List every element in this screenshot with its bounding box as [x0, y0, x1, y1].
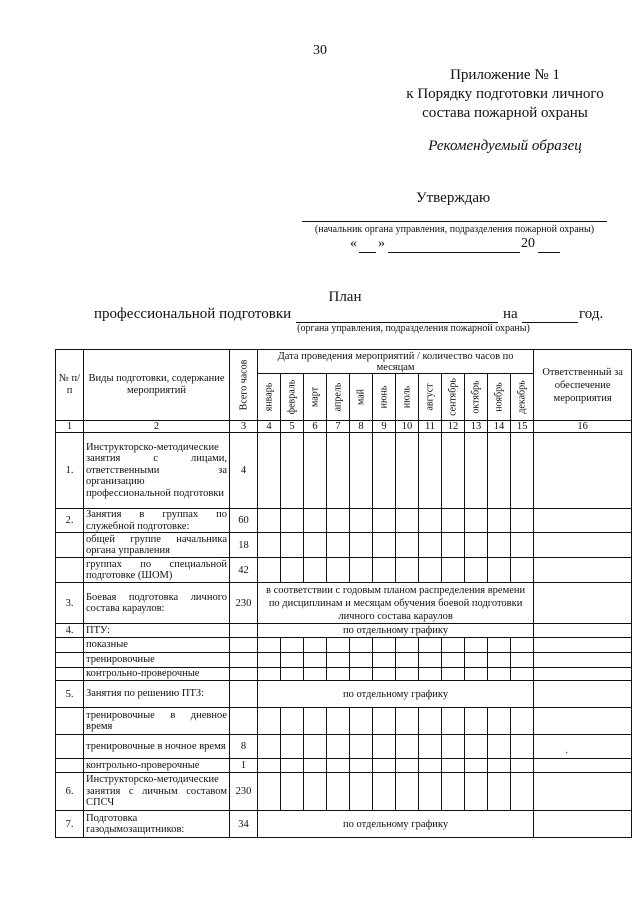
col-number: 6 [304, 421, 327, 433]
approve-label: Утверждаю [416, 190, 491, 206]
appendix-title: Приложение № 1 [450, 67, 560, 83]
row-num [56, 638, 84, 653]
month-cell [396, 374, 419, 421]
row-num [56, 708, 84, 735]
row-text: показные [84, 638, 230, 653]
month-cell [442, 374, 465, 421]
date-open-quote: « [350, 236, 357, 251]
row-num: 1. [56, 433, 84, 509]
col-number: 2 [84, 421, 230, 433]
col-number: 8 [350, 421, 373, 433]
table-row [56, 533, 632, 558]
table-row [56, 433, 632, 509]
row-num: 5. [56, 681, 84, 708]
date-day-line [359, 252, 376, 253]
row-num [56, 558, 84, 583]
row-num: 7. [56, 811, 84, 838]
month-cell [488, 374, 511, 421]
row-num [56, 735, 84, 759]
row-hours: 60 [230, 509, 258, 533]
row-hours [230, 638, 258, 653]
col-number: 7 [327, 421, 350, 433]
row-hours: 1 [230, 759, 258, 773]
approval-date [350, 236, 565, 256]
row-text: Инструкторско-методические занятия с лицами, ответственными за организацию профессиональной подготовки [84, 433, 230, 509]
row-hours [230, 708, 258, 735]
month-cell [511, 374, 534, 421]
col-number: 14 [488, 421, 511, 433]
table-row [56, 735, 632, 759]
table-row [56, 759, 632, 773]
col-number: 4 [258, 421, 281, 433]
table-row [56, 773, 632, 811]
month-label: март [309, 387, 321, 407]
month-label: май [355, 388, 367, 406]
row-hours: 230 [230, 773, 258, 811]
row-text: тренировочные в ночное время [84, 735, 230, 759]
row-hours [230, 653, 258, 668]
month-label: февраль [286, 379, 298, 415]
recommended-sample: Рекомендуемый образец [428, 138, 582, 154]
appendix-line-3: состава пожарной охраны [422, 105, 588, 121]
row-hours: 34 [230, 811, 258, 838]
table-row [56, 624, 632, 638]
row-span-note: по отдельному графику [258, 624, 534, 638]
month-label: апрель [332, 382, 344, 412]
row-num [56, 653, 84, 668]
col-number: 5 [281, 421, 304, 433]
col-number: 13 [465, 421, 488, 433]
header-types: Виды подготовки, содержание мероприятий [84, 350, 230, 421]
row-text: Боевая подготовка личного состава караулов: [84, 583, 230, 624]
row-num: 2. [56, 509, 84, 533]
row-text: тренировочные [84, 653, 230, 668]
scan-speck: · [565, 748, 569, 759]
date-close-quote: » [378, 236, 385, 251]
month-label: ноябрь [493, 382, 505, 412]
month-cell [350, 374, 373, 421]
month-cell [327, 374, 350, 421]
month-label: август [424, 383, 436, 411]
col-number: 1 [56, 421, 84, 433]
row-hours: 4 [230, 433, 258, 509]
month-cell [304, 374, 327, 421]
date-month-line [388, 252, 520, 253]
header-dates: Дата проведения мероприятий / количество часов по месяцам [258, 350, 534, 374]
month-label: июль [401, 385, 413, 409]
col-number: 12 [442, 421, 465, 433]
chief-signature-line [302, 221, 607, 222]
month-label: сентябрь [447, 378, 459, 416]
month-label: декабрь [516, 380, 528, 414]
header-responsible: Ответственный за обеспечение мероприятия [534, 350, 632, 421]
row-span-note: по отдельному графику [258, 811, 534, 838]
row-text: тренировочные в дневное время [84, 708, 230, 735]
row-hours [230, 624, 258, 638]
month-label: октябрь [470, 380, 482, 414]
row-text: Инструкторско-методические занятия с личным составом СПСЧ [84, 773, 230, 811]
date-year-line [538, 252, 560, 253]
table-row [56, 509, 632, 533]
col-number: 9 [373, 421, 396, 433]
plan-table [55, 349, 632, 838]
row-text: Подготовка газодымозащитников: [84, 811, 230, 838]
month-label: январь [263, 382, 275, 412]
row-num [56, 668, 84, 681]
table-row [56, 708, 632, 735]
table-row [56, 558, 632, 583]
row-hours: 230 [230, 583, 258, 624]
date-year-prefix: 20 [521, 236, 535, 251]
plan-subtitle: профессиональной подготовки [94, 306, 292, 322]
column-numbers-row [56, 421, 632, 433]
appendix-line-2: к Порядку подготовки личного [406, 86, 604, 102]
header-num: № п/п [56, 350, 84, 421]
page-number: 30 [313, 43, 327, 58]
row-num: 6. [56, 773, 84, 811]
col-number: 10 [396, 421, 419, 433]
col-number: 16 [534, 421, 632, 433]
col-number: 15 [511, 421, 534, 433]
row-text: общей группе начальника органа управления [84, 533, 230, 558]
row-hours: 42 [230, 558, 258, 583]
table-row [56, 681, 632, 708]
table-row [56, 668, 632, 681]
month-cell [258, 374, 281, 421]
row-text: ПТУ: [84, 624, 230, 638]
month-label: июнь [378, 385, 390, 409]
month-cell [281, 374, 304, 421]
month-cell [465, 374, 488, 421]
plan-on-label: на [503, 306, 518, 322]
table-row [56, 811, 632, 838]
table-row [56, 638, 632, 653]
row-hours [230, 668, 258, 681]
col-number: 11 [419, 421, 442, 433]
row-text: контрольно-проверочные [84, 759, 230, 773]
row-hours [230, 681, 258, 708]
row-num [56, 759, 84, 773]
row-span-note: в соответствии с годовым планом распределения времени по дисциплинам и месяцам обучения боевой подготовки личного состава караулов [258, 583, 534, 624]
row-hours: 8 [230, 735, 258, 759]
month-cell [373, 374, 396, 421]
row-hours: 18 [230, 533, 258, 558]
row-text: Занятия по решению ПТЗ: [84, 681, 230, 708]
col-number: 3 [230, 421, 258, 433]
plan-year-label: год. [579, 306, 604, 322]
header-total-hours-label: Всего часов [238, 359, 249, 411]
row-text: группах по специальной подготовке (ШОМ) [84, 558, 230, 583]
table-row [56, 653, 632, 668]
row-num [56, 533, 84, 558]
row-text: контрольно-проверочные [84, 668, 230, 681]
org-caption: (органа управления, подразделения пожарной охраны) [297, 323, 530, 334]
row-num: 3. [56, 583, 84, 624]
plan-title: План [328, 289, 362, 305]
row-span-note: по отдельному графику [258, 681, 534, 708]
chief-caption: (начальник органа управления, подразделения пожарной охраны) [314, 224, 595, 235]
row-num: 4. [56, 624, 84, 638]
row-text: Занятия в группах по служебной подготовке: [84, 509, 230, 533]
header-total-hours [230, 350, 258, 421]
month-cell [419, 374, 442, 421]
table-row [56, 583, 632, 624]
